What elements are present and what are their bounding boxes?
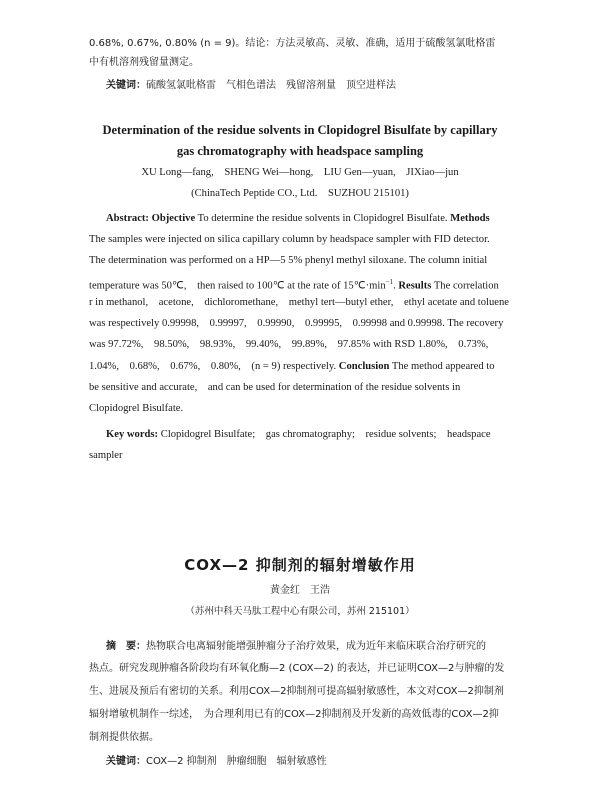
results-label: Results (398, 280, 432, 292)
en-keywords-label: Key words: (106, 429, 159, 440)
en-title-line-1: Determination of the residue solvents in Clopidogrel Bisulfate by capillary (102, 123, 498, 137)
cn-results-line: 0.68%, 0.67%, 0.80% (n = 9)。结论：方法灵敏高、灵敏、准确，适用于硫酸氢氯吡格雷 (89, 38, 496, 49)
cn-article-title: COX—2 抑制剂的辐射增敏作用 (184, 556, 416, 574)
en-abstract-line-7: was 97.72%, 98.50%, 98.93%, 99.40%, 99.89%, 97.85% with RSD 1.80%, 0.73%, (89, 339, 489, 350)
rate-exponent: −1 (385, 278, 394, 286)
cn-abstract-text-1: 热物联合电离辐射能增强肿瘤分子治疗效果，成为近年来临床联合治疗研究的 (146, 641, 486, 652)
en-abstract-line-6: was respectively 0.99998, 0.99997, 0.99990, 0.99995, 0.99998 and 0.99998. The recovery (89, 318, 504, 329)
cn-abstract-line-2: 热点。研究发现肿瘤各阶段均有环氧化酶—2 (COX—2) 的表达，并已证明COX—2与肿瘤的发 (89, 663, 505, 674)
cn-abstract-line-3: 生、进展及预后有密切的关系。利用COX—2抑制剂可提高辐射敏感性，本文对COX—2抑制剂 (89, 686, 504, 697)
conclusion-text: The method appeared to (391, 361, 495, 372)
methods-label: Methods (450, 213, 490, 224)
cn-keywords-label: 关键词： (106, 80, 146, 91)
en-title-line-2: gas chromatography with headspace sampling (176, 144, 424, 158)
en-abstract-line-4 (89, 275, 499, 294)
cn-abstract-label: 摘 要： (106, 641, 146, 652)
rsd-values: 1.04%, 0.68%, 0.67%, 0.80%, (n = 9) respectively. (89, 361, 337, 372)
cn-article-keywords-label: 关键词： (106, 756, 146, 767)
cn-article-affiliation: （苏州中科天马肽工程中心有限公司，苏州 215101） (185, 606, 415, 617)
en-keywords-line-1 (106, 428, 491, 442)
en-abstract-line-9: be sensitive and accurate, and can be used for determination of the residue solvents in (89, 382, 461, 393)
correlation-text: The correlation (433, 280, 499, 292)
en-abstract-line-5: r in methanol, acetone, dichloromethane, methyl tert—butyl ether, ethyl acetate and toluene (89, 297, 509, 308)
en-abstract-line-10: Clopidogrel Bisulfate. (89, 403, 184, 414)
objective-text: To determine the residue solvents in Clopidogrel Bisulfate. (197, 213, 448, 224)
en-abstract-line-8 (89, 360, 495, 374)
cn-keywords (106, 79, 396, 93)
cn-article-keywords-text: COX—2 抑制剂 肿瘤细胞 辐射敏感性 (146, 756, 327, 767)
en-keywords-text: Clopidogrel Bisulfate; gas chromatography; residue solvents; headspace (160, 429, 491, 440)
cn-abstract-line-1 (106, 640, 486, 654)
cn-keywords-text: 硫酸氢氯吡格雷 气相色谱法 残留溶剂量 顶空进样法 (146, 80, 396, 91)
temperature-text: temperature was 50℃, then raised to 100℃ at the rate of 15℃·min (89, 280, 386, 292)
objective-label: Objective (151, 213, 196, 224)
cn-abstract-line-4: 辐射增敏机制作一综述， 为合理利用已有的COX—2抑制剂及开发新的高效低毒的COX—2抑 (89, 709, 499, 720)
cn-abstract-line-5: 制剂提供依据。 (89, 732, 159, 743)
conclusion-label: Conclusion (338, 361, 390, 372)
en-keywords-line-2: sampler (89, 450, 123, 461)
temperature-period: . (393, 280, 396, 292)
en-authors: XU Long—fang, SHENG Wei—hong, LIU Gen—yuan, JIXiao—jun (141, 167, 459, 178)
en-abstract-line-3: The determination was performed on a HP—5 5% phenyl methyl siloxane. The column initial (89, 255, 488, 266)
en-affiliation: (ChinaTech Peptide CO., Ltd. SUZHOU 215101) (191, 188, 409, 199)
cn-conclusion-line: 中有机溶剂残留量测定。 (89, 57, 199, 68)
en-abstract-line-2: The samples were injected on silica capillary column by headspace sampler with FID detector. (89, 234, 490, 245)
cn-article-authors: 黄金红 王浩 (270, 585, 330, 596)
cn-article-keywords (106, 755, 327, 769)
abstract-label: Abstract: (106, 213, 149, 224)
en-abstract-line-1 (106, 212, 490, 226)
